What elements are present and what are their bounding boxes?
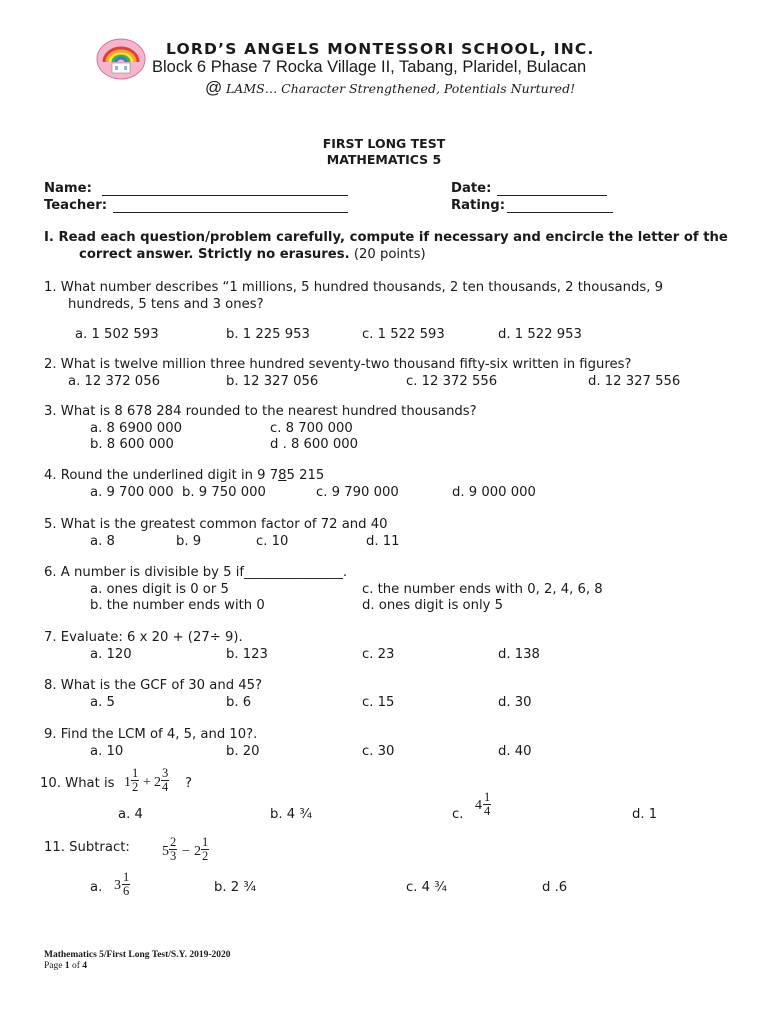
test-subject: MATHEMATICS 5 (326, 152, 442, 167)
q11-fraction-1 (169, 836, 177, 863)
q9-choice-a[interactable]: a. 10 (90, 744, 124, 759)
motto-at: @ (205, 78, 223, 97)
date-label: Date: (451, 181, 492, 196)
question-1-line1: 1. What number describes “1 millions, 5 hundred thousands, 2 ten thousands, 2 thousands, 9 (44, 280, 664, 295)
q3-choice-c[interactable]: c. 8 700 000 (270, 421, 353, 436)
q10-fraction-1-denominator: 2 (132, 780, 139, 794)
q5-choice-c[interactable]: c. 10 (256, 534, 289, 549)
q1-choice-b[interactable]: b. 1 225 953 (226, 327, 310, 342)
question-11: 11. Subtract: (44, 840, 130, 855)
q2-choice-c[interactable]: c. 12 372 556 (406, 374, 498, 389)
q11-choice-a-whole: 3 (114, 878, 121, 893)
q10-whole-1: 1 (124, 775, 131, 790)
instructions-line2 (79, 247, 426, 262)
q11-choice-a-numerator: 1 (123, 870, 130, 884)
q11-fraction-1-numerator: 2 (170, 835, 177, 849)
underlined-digit: 8 (278, 468, 287, 483)
teacher-blank[interactable] (113, 212, 348, 213)
q10-choice-c[interactable]: c. (452, 807, 464, 822)
q10-plus: + (143, 775, 151, 790)
question-10-end: ? (185, 776, 192, 791)
question-2: 2. What is twelve million three hundred seventy-two thousand fifty-six written in figures? (44, 357, 632, 372)
question-4-post: 5 215 (286, 468, 325, 483)
question-5: 5. What is the greatest common factor of 72 and 40 (44, 517, 388, 532)
q10-choice-c-whole: 4 (475, 798, 482, 813)
q4-choice-c[interactable]: c. 9 790 000 (316, 485, 399, 500)
q11-choice-a-fraction (122, 871, 130, 898)
q2-choice-b[interactable]: b. 12 327 056 (226, 374, 319, 389)
q9-choice-d[interactable]: d. 40 (498, 744, 532, 759)
question-3: 3. What is 8 678 284 rounded to the nearest hundred thousands? (44, 404, 477, 419)
q11-fraction-2 (201, 836, 209, 863)
q10-fraction-1 (131, 767, 139, 794)
q11-fraction-2-numerator: 1 (202, 835, 209, 849)
name-blank[interactable] (102, 195, 348, 196)
question-7: 7. Evaluate: 6 x 20 + (27÷ 9). (44, 630, 243, 645)
q5-choice-d[interactable]: d. 11 (366, 534, 400, 549)
q11-choice-a-denominator: 6 (123, 884, 130, 898)
q4-choice-a[interactable]: a. 9 700 000 (90, 485, 174, 500)
q10-choice-c-numerator: 1 (484, 790, 491, 804)
date-blank[interactable] (497, 195, 607, 196)
page-number (44, 961, 87, 971)
q11-whole-1: 5 (162, 844, 169, 859)
q11-fraction-2-denominator: 2 (202, 849, 209, 863)
teacher-label: Teacher: (44, 198, 108, 213)
q11-choice-b[interactable]: b. 2 ¾ (214, 880, 257, 895)
q11-choice-a[interactable]: a. (90, 880, 103, 895)
q6-choice-b[interactable]: b. the number ends with 0 (90, 598, 265, 613)
question-8: 8. What is the GCF of 30 and 45? (44, 678, 263, 693)
q1-choice-a[interactable]: a. 1 502 593 (75, 327, 159, 342)
question-10: 10. What is (40, 776, 115, 791)
q1-choice-c[interactable]: c. 1 522 593 (362, 327, 445, 342)
q6-choice-c[interactable]: c. the number ends with 0, 2, 4, 6, 8 (362, 582, 603, 597)
q10-choice-a[interactable]: a. 4 (118, 807, 143, 822)
test-title: FIRST LONG TEST (322, 136, 446, 151)
page-total: 4 (82, 961, 88, 971)
q5-choice-b[interactable]: b. 9 (176, 534, 202, 549)
rating-blank[interactable] (507, 212, 613, 213)
q2-choice-d[interactable]: d. 12 327 556 (588, 374, 681, 389)
q8-choice-d[interactable]: d. 30 (498, 695, 532, 710)
q3-choice-b[interactable]: b. 8 600 000 (90, 437, 174, 452)
page-current: 1 (64, 961, 70, 971)
q8-choice-b[interactable]: b. 6 (226, 695, 252, 710)
instructions-line1: I. Read each question/problem carefully, compute if necessary and encircle the letter of the (44, 230, 728, 245)
q11-whole-2: 2 (194, 844, 201, 859)
question-9: 9. Find the LCM of 4, 5, and 10?. (44, 727, 258, 742)
instructions-points: (20 points) (353, 247, 426, 262)
name-label: Name: (44, 181, 92, 196)
q10-fraction-2-numerator: 3 (162, 766, 169, 780)
q1-choice-d[interactable]: d. 1 522 953 (498, 327, 582, 342)
q11-choice-c[interactable]: c. 4 ¾ (406, 880, 447, 895)
q4-choice-d[interactable]: d. 9 000 000 (452, 485, 536, 500)
question-4-pre: 4. Round the underlined digit in 9 7 (44, 468, 279, 483)
footer-text: Mathematics 5/First Long Test/S.Y. 2019-2020 (44, 950, 231, 960)
question-6: 6. A number is divisible by 5 if_______________. (44, 565, 348, 580)
rating-label: Rating: (451, 198, 505, 213)
q9-choice-c[interactable]: c. 30 (362, 744, 395, 759)
q7-choice-c[interactable]: c. 23 (362, 647, 395, 662)
q7-choice-d[interactable]: d. 138 (498, 647, 540, 662)
q10-fraction-2 (161, 767, 169, 794)
q9-choice-b[interactable]: b. 20 (226, 744, 260, 759)
q8-choice-a[interactable]: a. 5 (90, 695, 115, 710)
q10-choice-c-denominator: 4 (484, 804, 491, 818)
q11-choice-d[interactable]: d .6 (542, 880, 568, 895)
question-4 (44, 468, 324, 483)
q11-fraction-1-denominator: 3 (170, 849, 177, 863)
q10-whole-2: 2 (154, 775, 161, 790)
q2-choice-a[interactable]: a. 12 372 056 (68, 374, 160, 389)
q10-fraction-1-numerator: 1 (132, 766, 139, 780)
q6-choice-a[interactable]: a. ones digit is 0 or 5 (90, 582, 229, 597)
q11-minus: − (182, 844, 190, 859)
q4-choice-b[interactable]: b. 9 750 000 (182, 485, 266, 500)
q3-choice-d[interactable]: d . 8 600 000 (270, 437, 359, 452)
q8-choice-c[interactable]: c. 15 (362, 695, 395, 710)
q10-choice-b[interactable]: b. 4 ¾ (270, 807, 313, 822)
instructions-bold: correct answer. Strictly no erasures. (79, 247, 350, 262)
page-prefix: Page (44, 961, 65, 971)
q5-choice-a[interactable]: a. 8 (90, 534, 115, 549)
q3-choice-a[interactable]: a. 8 6900 000 (90, 421, 182, 436)
school-name: LORD’S ANGELS MONTESSORI SCHOOL, INC. (166, 40, 595, 58)
school-motto: LAMS… Character Strengthened, Potentials Nurtured! (226, 81, 576, 96)
school-address: Block 6 Phase 7 Rocka Village II, Tabang, Plaridel, Bulacan (152, 58, 587, 76)
page-of: of (69, 961, 83, 971)
q10-choice-d[interactable]: d. 1 (632, 807, 658, 822)
school-logo (96, 38, 146, 80)
q7-choice-a[interactable]: a. 120 (90, 647, 132, 662)
q6-choice-d[interactable]: d. ones digit is only 5 (362, 598, 503, 613)
q7-choice-b[interactable]: b. 123 (226, 647, 268, 662)
q10-fraction-2-denominator: 4 (162, 780, 169, 794)
q10-choice-c-fraction (483, 791, 491, 818)
question-1-line2: hundreds, 5 tens and 3 ones? (68, 297, 264, 312)
